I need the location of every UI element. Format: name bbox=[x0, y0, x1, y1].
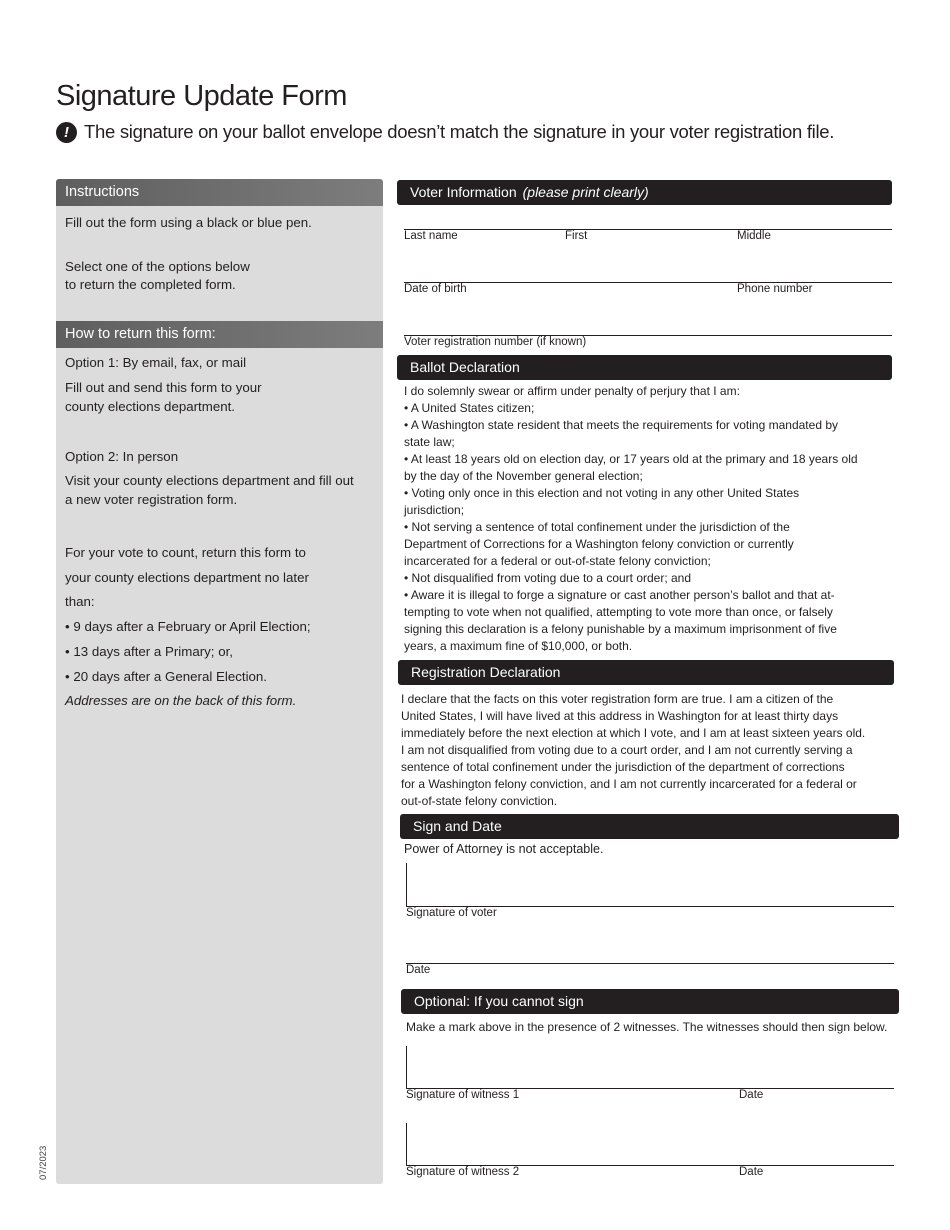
witness2-box-left bbox=[406, 1123, 407, 1165]
registration-number-label: Voter registration number (if known) bbox=[404, 336, 587, 348]
ballot-declaration-line: I do solemnly swear or affirm under penalty of perjury that I am: bbox=[404, 384, 740, 398]
name-field-line[interactable] bbox=[404, 229, 892, 230]
voter-info-heading bbox=[397, 180, 892, 205]
ballot-declaration-line: Department of Corrections for a Washington felony conviction or currently bbox=[404, 537, 794, 551]
deadline-bullet-3: • 20 days after a General Election. bbox=[65, 669, 268, 684]
instructions-panel bbox=[56, 179, 383, 1184]
registration-declaration-line: out-of-state felony conviction. bbox=[401, 794, 558, 808]
mismatch-notice: The signature on your ballot envelope doesn’t match the signature in your voter registration file. bbox=[84, 121, 835, 142]
ballot-declaration-line: • Aware it is illegal to forge a signature or cast another person’s ballot and that at- bbox=[404, 588, 835, 602]
registration-declaration-heading: Registration Declaration bbox=[398, 660, 894, 685]
registration-declaration-line: I am not disqualified from voting due to a court order, and I am not currently serving a bbox=[401, 743, 853, 757]
voter-date-field[interactable] bbox=[406, 963, 894, 964]
ballot-declaration-line: • A Washington state resident that meets the requirements for voting mandated by bbox=[404, 418, 838, 432]
form-version: 07/2023 bbox=[38, 1145, 49, 1180]
ballot-declaration-line: years, a maximum fine of $10,000, or both. bbox=[404, 639, 633, 653]
ballot-declaration-line: jurisdiction; bbox=[404, 503, 465, 517]
ballot-declaration-line: • Not disqualified from voting due to a court order; and bbox=[404, 571, 692, 585]
deadline-bullet-1: • 9 days after a February or April Election; bbox=[65, 619, 311, 634]
deadline-bullet-2: • 13 days after a Primary; or, bbox=[65, 644, 233, 659]
deadline-line2: your county elections department no later bbox=[65, 570, 309, 585]
option1-line1: Fill out and send this form to your bbox=[65, 380, 262, 395]
registration-declaration-line: United States, I will have lived at this address in Washington for at least thirty days bbox=[401, 709, 839, 723]
registration-declaration-line: I declare that the facts on this voter registration form are true. I am a citizen of the bbox=[401, 692, 834, 706]
return-heading: How to return this form: bbox=[56, 321, 383, 348]
registration-declaration-line: sentence of total confinement under the jurisdiction of the department of corrections bbox=[401, 760, 845, 774]
power-of-attorney-note: Power of Attorney is not acceptable. bbox=[404, 842, 604, 856]
ballot-declaration-line: • At least 18 years old on election day, or 17 years old at the primary and 18 years old bbox=[404, 452, 858, 466]
witness1-date-label: Date bbox=[739, 1089, 764, 1101]
witness1-signature-label: Signature of witness 1 bbox=[406, 1089, 520, 1101]
deadline-line1: For your vote to count, return this form to bbox=[65, 545, 306, 560]
deadline-line3: than: bbox=[65, 594, 95, 609]
registration-declaration-line: immediately before the next election at which I vote, and I am at least sixteen years old. bbox=[401, 726, 866, 740]
ballot-declaration-line: • Not serving a sentence of total confinement under the jurisdiction of the bbox=[404, 520, 790, 534]
addresses-note: Addresses are on the back of this form. bbox=[65, 693, 297, 708]
voter-info-hint: (please print clearly) bbox=[522, 184, 649, 200]
first-name-label: First bbox=[565, 230, 588, 242]
ballot-declaration-text bbox=[404, 383, 858, 655]
instructions-heading: Instructions bbox=[56, 179, 383, 206]
option1-line2: county elections department. bbox=[65, 399, 236, 414]
middle-name-label: Middle bbox=[737, 230, 771, 242]
voter-info-title: Voter Information bbox=[410, 184, 517, 200]
option2-line2: a new voter registration form. bbox=[65, 492, 238, 507]
option2-line1: Visit your county elections department and fill out bbox=[65, 473, 354, 488]
registration-declaration-text bbox=[401, 691, 865, 810]
witness2-signature-label: Signature of witness 2 bbox=[406, 1166, 520, 1178]
instruction-select-line1: Select one of the options below bbox=[65, 259, 250, 274]
ballot-declaration-line: • A United States citizen; bbox=[404, 401, 535, 415]
exclamation-icon: ! bbox=[56, 122, 77, 143]
ballot-declaration-heading: Ballot Declaration bbox=[397, 355, 892, 380]
last-name-label: Last name bbox=[404, 230, 458, 242]
dob-phone-field-line[interactable] bbox=[404, 282, 892, 283]
option2-title: Option 2: In person bbox=[65, 449, 179, 464]
ballot-declaration-line: • Voting only once in this election and not voting in any other United States bbox=[404, 486, 800, 500]
option1-title: Option 1: By email, fax, or mail bbox=[65, 355, 247, 370]
ballot-declaration-line: incarcerated for a federal or out-of-state felony conviction; bbox=[404, 554, 711, 568]
optional-heading: Optional: If you cannot sign bbox=[401, 989, 899, 1014]
ballot-declaration-line: by the day of the November general election; bbox=[404, 469, 643, 483]
witness2-date-label: Date bbox=[739, 1166, 764, 1178]
ballot-declaration-line: state law; bbox=[404, 435, 455, 449]
voter-date-label: Date bbox=[406, 964, 431, 976]
page-title: Signature Update Form bbox=[56, 80, 347, 112]
voter-signature-box-left bbox=[406, 863, 407, 906]
instruction-pen: Fill out the form using a black or blue pen. bbox=[65, 215, 312, 230]
witness1-box-left bbox=[406, 1046, 407, 1088]
sign-date-heading: Sign and Date bbox=[400, 814, 899, 839]
registration-declaration-line: for a Washington felony conviction, and I am not currently incarcerated for a federal or bbox=[401, 777, 857, 791]
dob-label: Date of birth bbox=[404, 283, 467, 295]
voter-signature-label: Signature of voter bbox=[406, 907, 497, 919]
phone-label: Phone number bbox=[737, 283, 813, 295]
ballot-declaration-line: tempting to vote when not qualified, attempting to vote more than once, or falsely bbox=[404, 605, 833, 619]
instruction-select-line2: to return the completed form. bbox=[65, 277, 236, 292]
witness-instructions: Make a mark above in the presence of 2 witnesses. The witnesses should then sign below. bbox=[406, 1020, 888, 1034]
ballot-declaration-line: signing this declaration is a felony punishable by a maximum imprisonment of five bbox=[404, 622, 837, 636]
